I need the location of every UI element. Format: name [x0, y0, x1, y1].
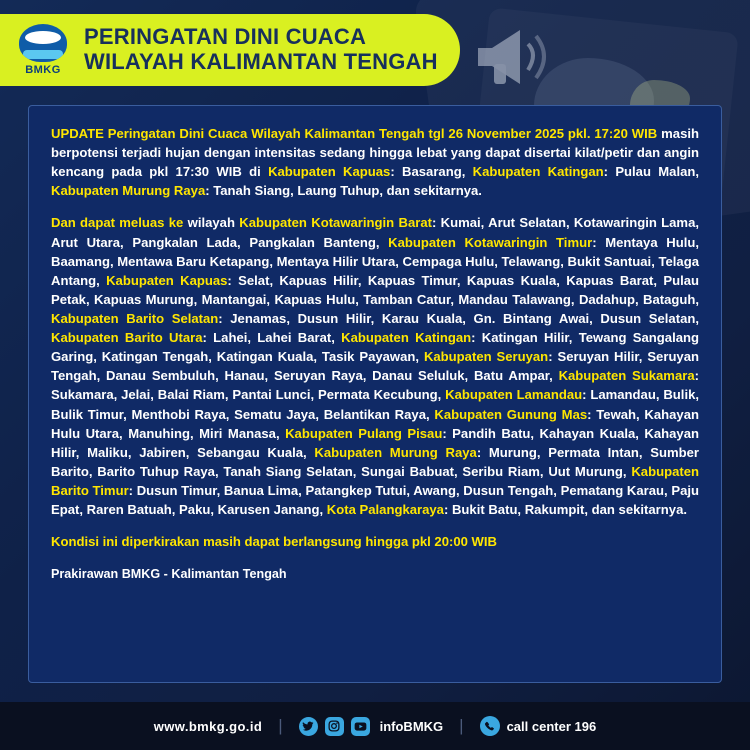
highlighted-text: Kabupaten Gunung Mas: [434, 406, 588, 422]
warning-card: [28, 105, 722, 683]
website-link[interactable]: www.bmkg.go.id: [153, 718, 263, 734]
highlighted-text: Kabupaten Kotawaringin Barat: [239, 215, 432, 231]
highlighted-text: Dan dapat meluas ke: [51, 215, 184, 231]
body-text-run: : Selat, Kapuas Hilir, Kapuas Timur, Kapuas Kuala, Kapuas Barat, Pulau Petak, Kapuas Murung, Mantangai, Kapuas Hulu, Tamban Catur, Mandau Talawang, Dadahup, Bataguh,: [51, 272, 700, 307]
social-handle[interactable]: infoBMKG: [379, 718, 444, 734]
body-text-run: : Seruyan Hilir, Seruyan Tengah, Danau Sembuluh, Hanau, Seruyan Raya, Danau Seluluk, Batu Ampar,: [51, 349, 699, 384]
signature-line: Prakirawan BMKG - Kalimantan Tengah: [51, 567, 287, 582]
call-center-label: call center 196: [506, 718, 597, 734]
title-line-2: WILAYAH KALIMANTAN TENGAH: [84, 49, 438, 74]
megaphone-icon: [464, 18, 550, 95]
body-text-run: : Pulau Malan,: [603, 164, 700, 180]
body-text-run: : Kumai, Arut Selatan, Kotawaringin Lama, Arut Utara, Pangkalan Lada, Pangkalan Banteng,: [51, 215, 699, 250]
warning-body: [51, 124, 699, 584]
body-text-run: : Jenamas, Dusun Hilir, Karau Kuala, Gn. Bintang Awai, Dusun Selatan,: [218, 310, 699, 326]
body-text-run: : Tanah Siang, Laung Tuhup, dan sekitarnya.: [205, 183, 482, 199]
highlighted-text: UPDATE Peringatan Dini Cuaca Wilayah Kalimantan Tengah tgl 26 November 2025 pkl. 17:20 WIB: [51, 126, 658, 141]
footer-divider-2: |: [459, 716, 464, 735]
paragraph-expansion: [51, 213, 699, 519]
body-text-run: : Dusun Timur, Banua Lima, Patangkep Tutui, Awang, Dusun Tengah, Pematang Karau, Paju Epat, Raren Batuah, Paku, Karusen Janang,: [51, 482, 699, 518]
body-text-run: : Bukit Batu, Rakumpit, dan sekitarnya.: [443, 502, 687, 518]
highlighted-text: Kabupaten Sukamara: [558, 368, 695, 384]
highlighted-text: Kabupaten Lamandau: [445, 387, 583, 403]
paragraph-update: [51, 124, 699, 200]
call-center[interactable]: [480, 716, 597, 736]
highlighted-text: Kabupaten Katingan: [472, 164, 604, 180]
highlighted-text: Kabupaten Kotawaringin Timur: [388, 234, 593, 250]
youtube-icon[interactable]: [351, 717, 370, 736]
phone-icon: [480, 716, 500, 736]
highlighted-text: Kabupaten Pulang Pisau: [285, 425, 443, 441]
instagram-icon[interactable]: [325, 717, 344, 736]
highlighted-text: Kabupaten Barito Timur: [51, 463, 699, 498]
body-text-run: : Sukamara, Jelai, Balai Riam, Pantai Lunci, Permata Kecubung,: [51, 368, 699, 403]
body-text-run: wilayah: [183, 215, 240, 231]
body-text-run: : Lamandau, Bulik, Bulik Timur, Menthobi Raya, Sematu Jaya, Belantikan Raya,: [51, 387, 699, 422]
body-text-run: : Basarang,: [390, 164, 473, 180]
body-text-run: : Tewah, Kahayan Hulu Utara, Manuhing, Miri Manasa,: [51, 406, 699, 441]
highlighted-text: Kabupaten Barito Utara: [51, 330, 203, 346]
header-banner: [0, 14, 460, 86]
social-links[interactable]: [299, 717, 444, 736]
paragraph-duration: Kondisi ini diperkirakan masih dapat berlangsung hingga pkl 20:00 WIB: [51, 534, 497, 550]
page-title: [84, 25, 438, 74]
highlighted-text: Kota Palangkaraya: [326, 502, 444, 518]
body-text-run: : Murung, Permata Intan, Sumber Barito, Barito Tuhup Raya, Tanah Siang Selatan, Sungai Babuat, Seribu Riam, Uut Murung,: [51, 444, 700, 479]
highlighted-text: Kabupaten Murung Raya: [314, 444, 477, 460]
body-text-run: : Mentaya Hulu, Baamang, Mentawa Baru Ketapang, Mentaya Hilir Utara, Cempaga Hulu, Telawang, Bukit Santuai, Telaga Antang,: [51, 234, 699, 288]
highlighted-text: Kabupaten Kapuas: [268, 164, 391, 180]
bmkg-logo-icon: [12, 19, 74, 81]
logo-label: BMKG: [25, 64, 61, 76]
footer-divider: |: [278, 716, 283, 735]
highlighted-text: Kabupaten Barito Selatan: [51, 310, 219, 326]
body-text-run: : Katingan Hilir, Tewang Sangalang Garing, Katingan Tengah, Katingan Kuala, Tasik Payawan,: [51, 330, 699, 365]
footer-bar: [0, 702, 750, 750]
body-text-run: masih berpotensi terjadi hujan dengan intensitas sedang hingga lebat yang dapat disertai kilat/petir dan angin kencang pada pkl 17:30 WIB di: [51, 126, 699, 180]
highlighted-text: Kabupaten Kapuas: [106, 272, 228, 288]
body-text-run: : Lahei, Lahei Barat,: [202, 330, 342, 346]
twitter-icon[interactable]: [299, 717, 318, 736]
highlighted-text: Kabupaten Seruyan: [423, 349, 549, 365]
body-text-run: : Pandih Batu, Kahayan Kuala, Kahayan Hilir, Maliku, Jabiren, Sebangau Kuala,: [51, 425, 699, 460]
title-line-1: PERINGATAN DINI CUACA: [84, 24, 367, 50]
highlighted-text: Kabupaten Murung Raya: [51, 183, 206, 199]
highlighted-text: Kabupaten Katingan: [341, 330, 472, 346]
